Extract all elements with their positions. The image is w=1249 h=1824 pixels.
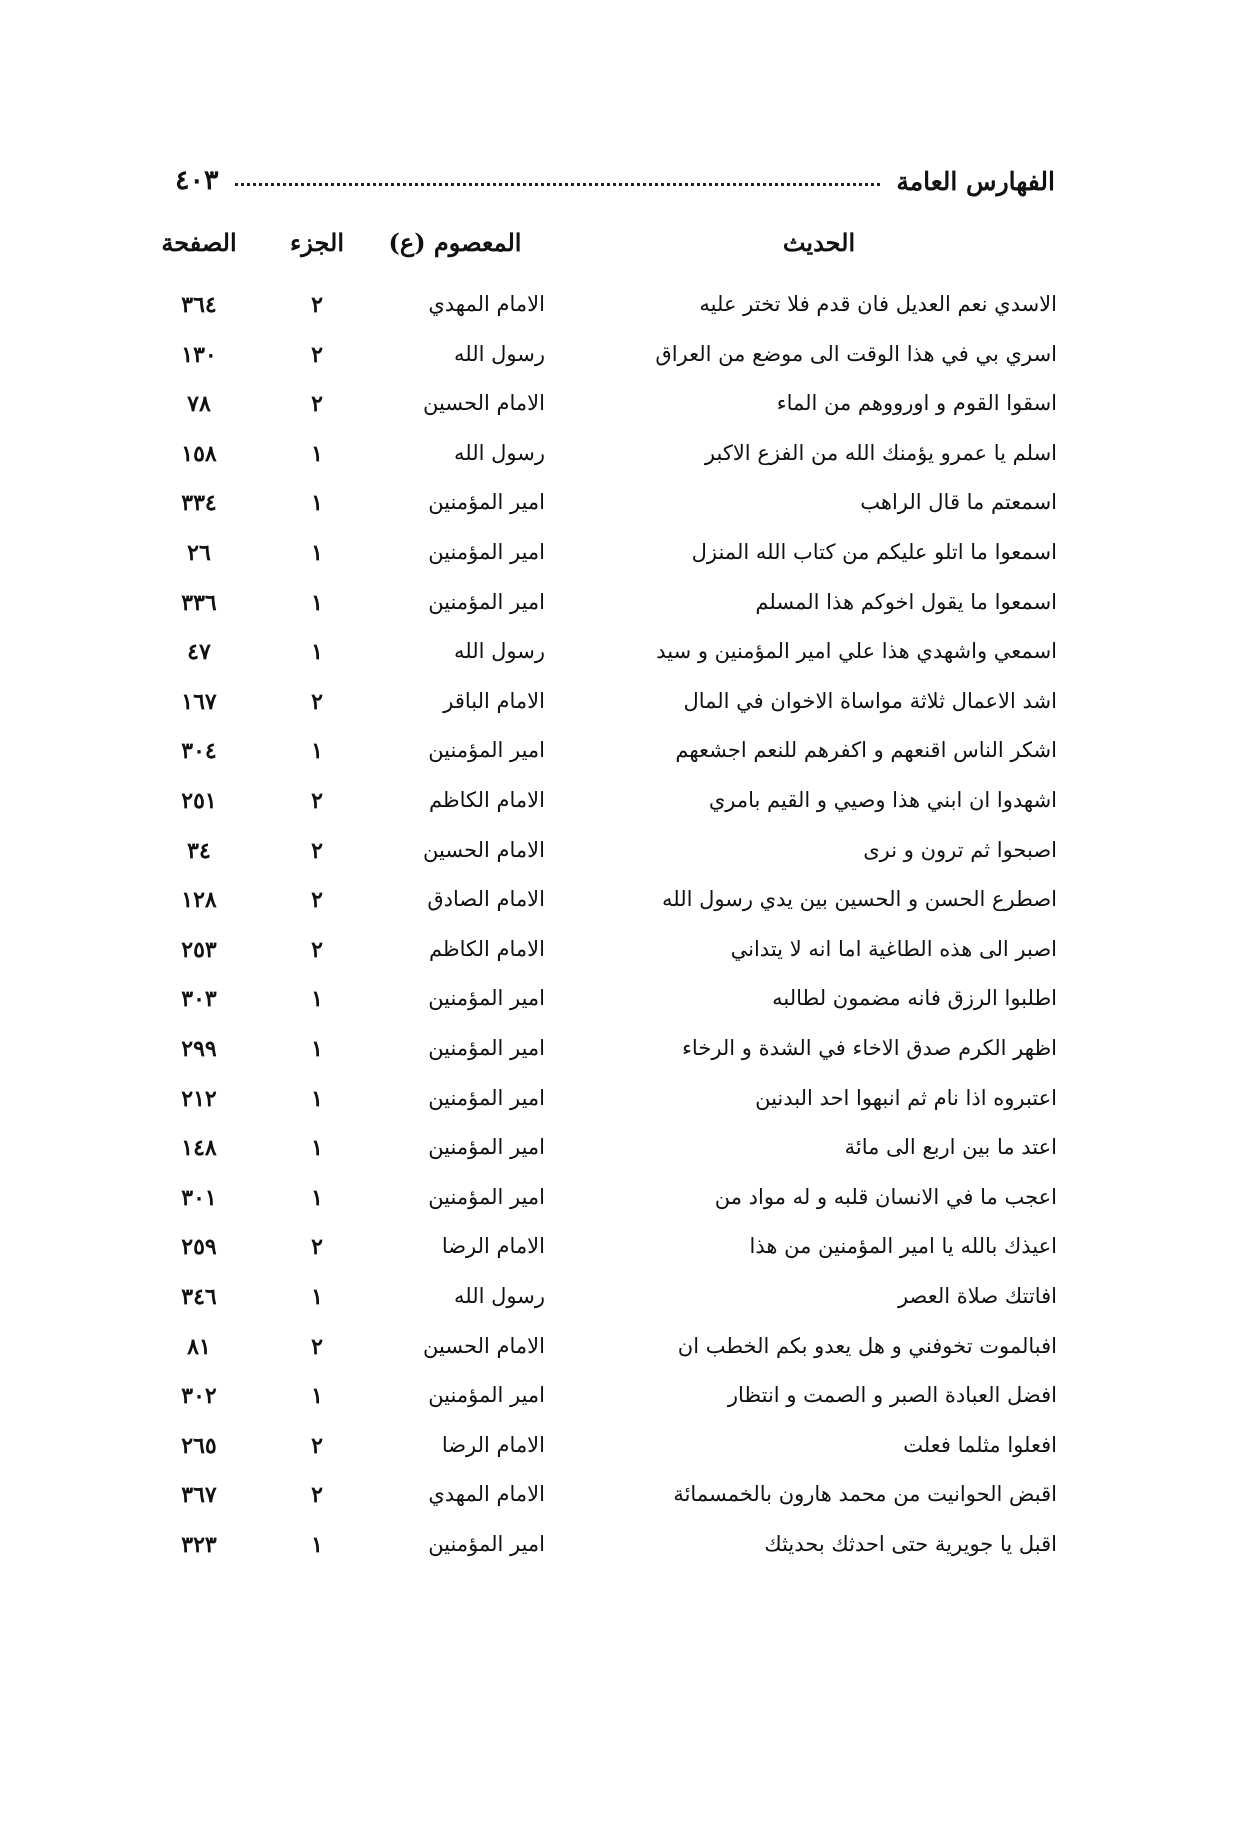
- juz-number: ٢: [311, 1482, 323, 1508]
- hadith-text: اظهر الكرم صدق الاخاء في الشدة و الرخاء: [682, 1036, 1057, 1060]
- juz-number: ١: [311, 1284, 323, 1310]
- juz-number: ٢: [311, 292, 323, 318]
- juz-number: ٢: [311, 1433, 323, 1459]
- page-ref: ٢٥٩: [181, 1234, 217, 1260]
- page-ref: ١٤٨: [181, 1135, 217, 1161]
- masum-name: الامام الباقر: [443, 689, 545, 713]
- table-row: [0, 1185, 1249, 1225]
- table-row: [0, 490, 1249, 530]
- hadith-text: اعجب ما في الانسان قلبه و له مواد من: [714, 1185, 1057, 1209]
- masum-name: امير المؤمنين: [428, 738, 545, 762]
- header-hadith: الحديث: [782, 228, 856, 257]
- masum-name: رسول الله: [454, 441, 545, 465]
- page-ref: ٣٠٣: [181, 986, 217, 1012]
- page-number: ٤٠٣: [175, 165, 219, 196]
- juz-number: ١: [311, 590, 323, 616]
- masum-name: الامام الرضا: [441, 1433, 545, 1457]
- page-ref: ٨١: [187, 1334, 211, 1360]
- juz-number: ١: [311, 1383, 323, 1409]
- table-row: [0, 1036, 1249, 1076]
- table-row: [0, 986, 1249, 1026]
- masum-name: امير المؤمنين: [428, 986, 545, 1010]
- hadith-text: افبالموت تخوفني و هل يعدو بكم الخطب ان: [677, 1334, 1057, 1358]
- masum-name: رسول الله: [454, 342, 545, 366]
- table-row: [0, 292, 1249, 332]
- header-page: الصفحة: [161, 228, 237, 257]
- page-ref: ٢٩٩: [181, 1036, 217, 1062]
- hadith-text: اسمعوا ما يقول اخوكم هذا المسلم: [755, 590, 1057, 614]
- hadith-text: اسلم يا عمرو يؤمنك الله من الفزع الاكبر: [704, 441, 1057, 465]
- table-row: [0, 1482, 1249, 1522]
- header-masum: المعصوم (ع): [388, 228, 522, 257]
- hadith-text: اسمعوا ما اتلو عليكم من كتاب الله المنزل: [691, 540, 1057, 564]
- juz-number: ١: [311, 1532, 323, 1558]
- table-row: [0, 1334, 1249, 1374]
- hadith-text: اصطرع الحسن و الحسين بين يدي رسول الله: [662, 887, 1057, 911]
- juz-number: ١: [311, 986, 323, 1012]
- juz-number: ١: [311, 441, 323, 467]
- page-ref: ٣٣٤: [181, 490, 217, 516]
- page-ref: ٣٠١: [181, 1185, 217, 1211]
- masum-name: امير المؤمنين: [428, 540, 545, 564]
- table-row: [0, 1284, 1249, 1324]
- page-ref: ٣٢٣: [181, 1532, 217, 1558]
- page-ref: ٣٣٦: [181, 590, 217, 616]
- table-row: [0, 887, 1249, 927]
- juz-number: ٢: [311, 342, 323, 368]
- masum-name: الامام الرضا: [441, 1234, 545, 1258]
- juz-number: ١: [311, 1185, 323, 1211]
- page-ref: ٣٦٤: [181, 292, 217, 318]
- table-row: [0, 1234, 1249, 1274]
- masum-name: امير المؤمنين: [428, 1086, 545, 1110]
- hadith-text: اسمعتم ما قال الراهب: [860, 490, 1057, 514]
- masum-name: امير المؤمنين: [428, 1135, 545, 1159]
- page-ref: ٣٤: [187, 838, 211, 864]
- masum-name: رسول الله: [454, 1284, 545, 1308]
- hadith-text: اعتد ما بين اربع الى مائة: [844, 1135, 1057, 1159]
- table-row: [0, 1086, 1249, 1126]
- juz-number: ١: [311, 639, 323, 665]
- table-row: [0, 838, 1249, 878]
- hadith-text: اسري بي في هذا الوقت الى موضع من العراق: [655, 342, 1057, 366]
- table-row: [0, 342, 1249, 382]
- juz-number: ٢: [311, 937, 323, 963]
- juz-number: ١: [311, 540, 323, 566]
- table-row: [0, 1433, 1249, 1473]
- hadith-text: الاسدي نعم العديل فان قدم فلا تختر عليه: [699, 292, 1057, 316]
- column-headers: [0, 228, 1249, 268]
- page-ref: ٢٦: [187, 540, 211, 566]
- table-row: [0, 689, 1249, 729]
- table-row: [0, 937, 1249, 977]
- page-ref: ٣٤٦: [181, 1284, 217, 1310]
- juz-number: ٢: [311, 788, 323, 814]
- page-ref: ١٢٨: [181, 887, 217, 913]
- table-row: [0, 639, 1249, 679]
- juz-number: ١: [311, 738, 323, 764]
- hadith-text: اطلبوا الرزق فانه مضمون لطالبه: [772, 986, 1057, 1010]
- masum-name: الامام الحسين: [423, 391, 545, 415]
- page-ref: ١٥٨: [181, 441, 217, 467]
- masum-name: امير المؤمنين: [428, 590, 545, 614]
- hadith-text: افعلوا مثلما فعلت: [903, 1433, 1057, 1457]
- page-ref: ٢١٢: [181, 1086, 217, 1112]
- page-ref: ٣٦٧: [181, 1482, 217, 1508]
- juz-number: ١: [311, 490, 323, 516]
- hadith-text: اسمعي واشهدي هذا علي امير المؤمنين و سيد: [656, 639, 1057, 663]
- juz-number: ٢: [311, 887, 323, 913]
- hadith-text: اصبحوا ثم ترون و نرى: [863, 838, 1057, 862]
- table-row: [0, 738, 1249, 778]
- table-row: [0, 391, 1249, 431]
- table-row: [0, 1135, 1249, 1175]
- masum-name: الامام الحسين: [423, 838, 545, 862]
- hadith-text: افضل العبادة الصبر و الصمت و انتظار: [727, 1383, 1057, 1407]
- hadith-text: افاتتك صلاة العصر: [897, 1284, 1057, 1308]
- hadith-text: اشكر الناس اقنعهم و اكفرهم للنعم اجشعهم: [675, 738, 1057, 762]
- running-head-title: الفهارس العامة: [896, 167, 1055, 196]
- table-row: [0, 590, 1249, 630]
- juz-number: ٢: [311, 838, 323, 864]
- hadith-text: اقبل يا جويرية حتى احدثك بحديثك: [764, 1532, 1057, 1556]
- juz-number: ٢: [311, 689, 323, 715]
- page-ref: ٤٧: [187, 639, 211, 665]
- hadith-text: اشهدوا ان ابني هذا وصيي و القيم بامري: [708, 788, 1057, 812]
- masum-name: امير المؤمنين: [428, 1036, 545, 1060]
- masum-name: الامام الصادق: [427, 887, 545, 911]
- masum-name: رسول الله: [454, 639, 545, 663]
- hadith-text: اعتبروه اذا نام ثم انبهوا احد البدنين: [755, 1086, 1057, 1110]
- juz-number: ١: [311, 1086, 323, 1112]
- page-ref: ٢٦٥: [181, 1433, 217, 1459]
- hadith-text: اشد الاعمال ثلاثة مواساة الاخوان في المال: [683, 689, 1057, 713]
- masum-name: امير المؤمنين: [428, 1185, 545, 1209]
- masum-name: امير المؤمنين: [428, 1532, 545, 1556]
- table-row: [0, 788, 1249, 828]
- page-ref: ٢٥٣: [181, 937, 217, 963]
- masum-name: امير المؤمنين: [428, 490, 545, 514]
- juz-number: ١: [311, 1135, 323, 1161]
- table-row: [0, 1532, 1249, 1572]
- hadith-text: اقبض الحوانيت من محمد هارون بالخمسمائة: [673, 1482, 1057, 1506]
- table-row: [0, 441, 1249, 481]
- table-row: [0, 540, 1249, 580]
- dot-leader: [235, 182, 881, 186]
- masum-name: الامام الكاظم: [428, 937, 545, 961]
- masum-name: الامام الحسين: [423, 1334, 545, 1358]
- table-row: [0, 1383, 1249, 1423]
- masum-name: الامام المهدي: [428, 1482, 545, 1506]
- juz-number: ٢: [311, 391, 323, 417]
- hadith-text: اسقوا القوم و اورووهم من الماء: [776, 391, 1057, 415]
- page-ref: ١٦٧: [181, 689, 217, 715]
- juz-number: ١: [311, 1036, 323, 1062]
- page-ref: ٢٥١: [181, 788, 217, 814]
- header-juz: الجزء: [290, 228, 344, 257]
- masum-name: الامام المهدي: [428, 292, 545, 316]
- juz-number: ٢: [311, 1334, 323, 1360]
- page-ref: ١٣٠: [181, 342, 217, 368]
- page-ref: ٧٨: [187, 391, 211, 417]
- hadith-text: اصبر الى هذه الطاغية اما انه لا يتداني: [730, 937, 1057, 961]
- hadith-text: اعيذك بالله يا امير المؤمنين من هذا: [749, 1234, 1057, 1258]
- page-ref: ٣٠٤: [181, 738, 217, 764]
- masum-name: امير المؤمنين: [428, 1383, 545, 1407]
- page-ref: ٣٠٢: [181, 1383, 217, 1409]
- juz-number: ٢: [311, 1234, 323, 1260]
- masum-name: الامام الكاظم: [428, 788, 545, 812]
- running-head: [175, 150, 1055, 196]
